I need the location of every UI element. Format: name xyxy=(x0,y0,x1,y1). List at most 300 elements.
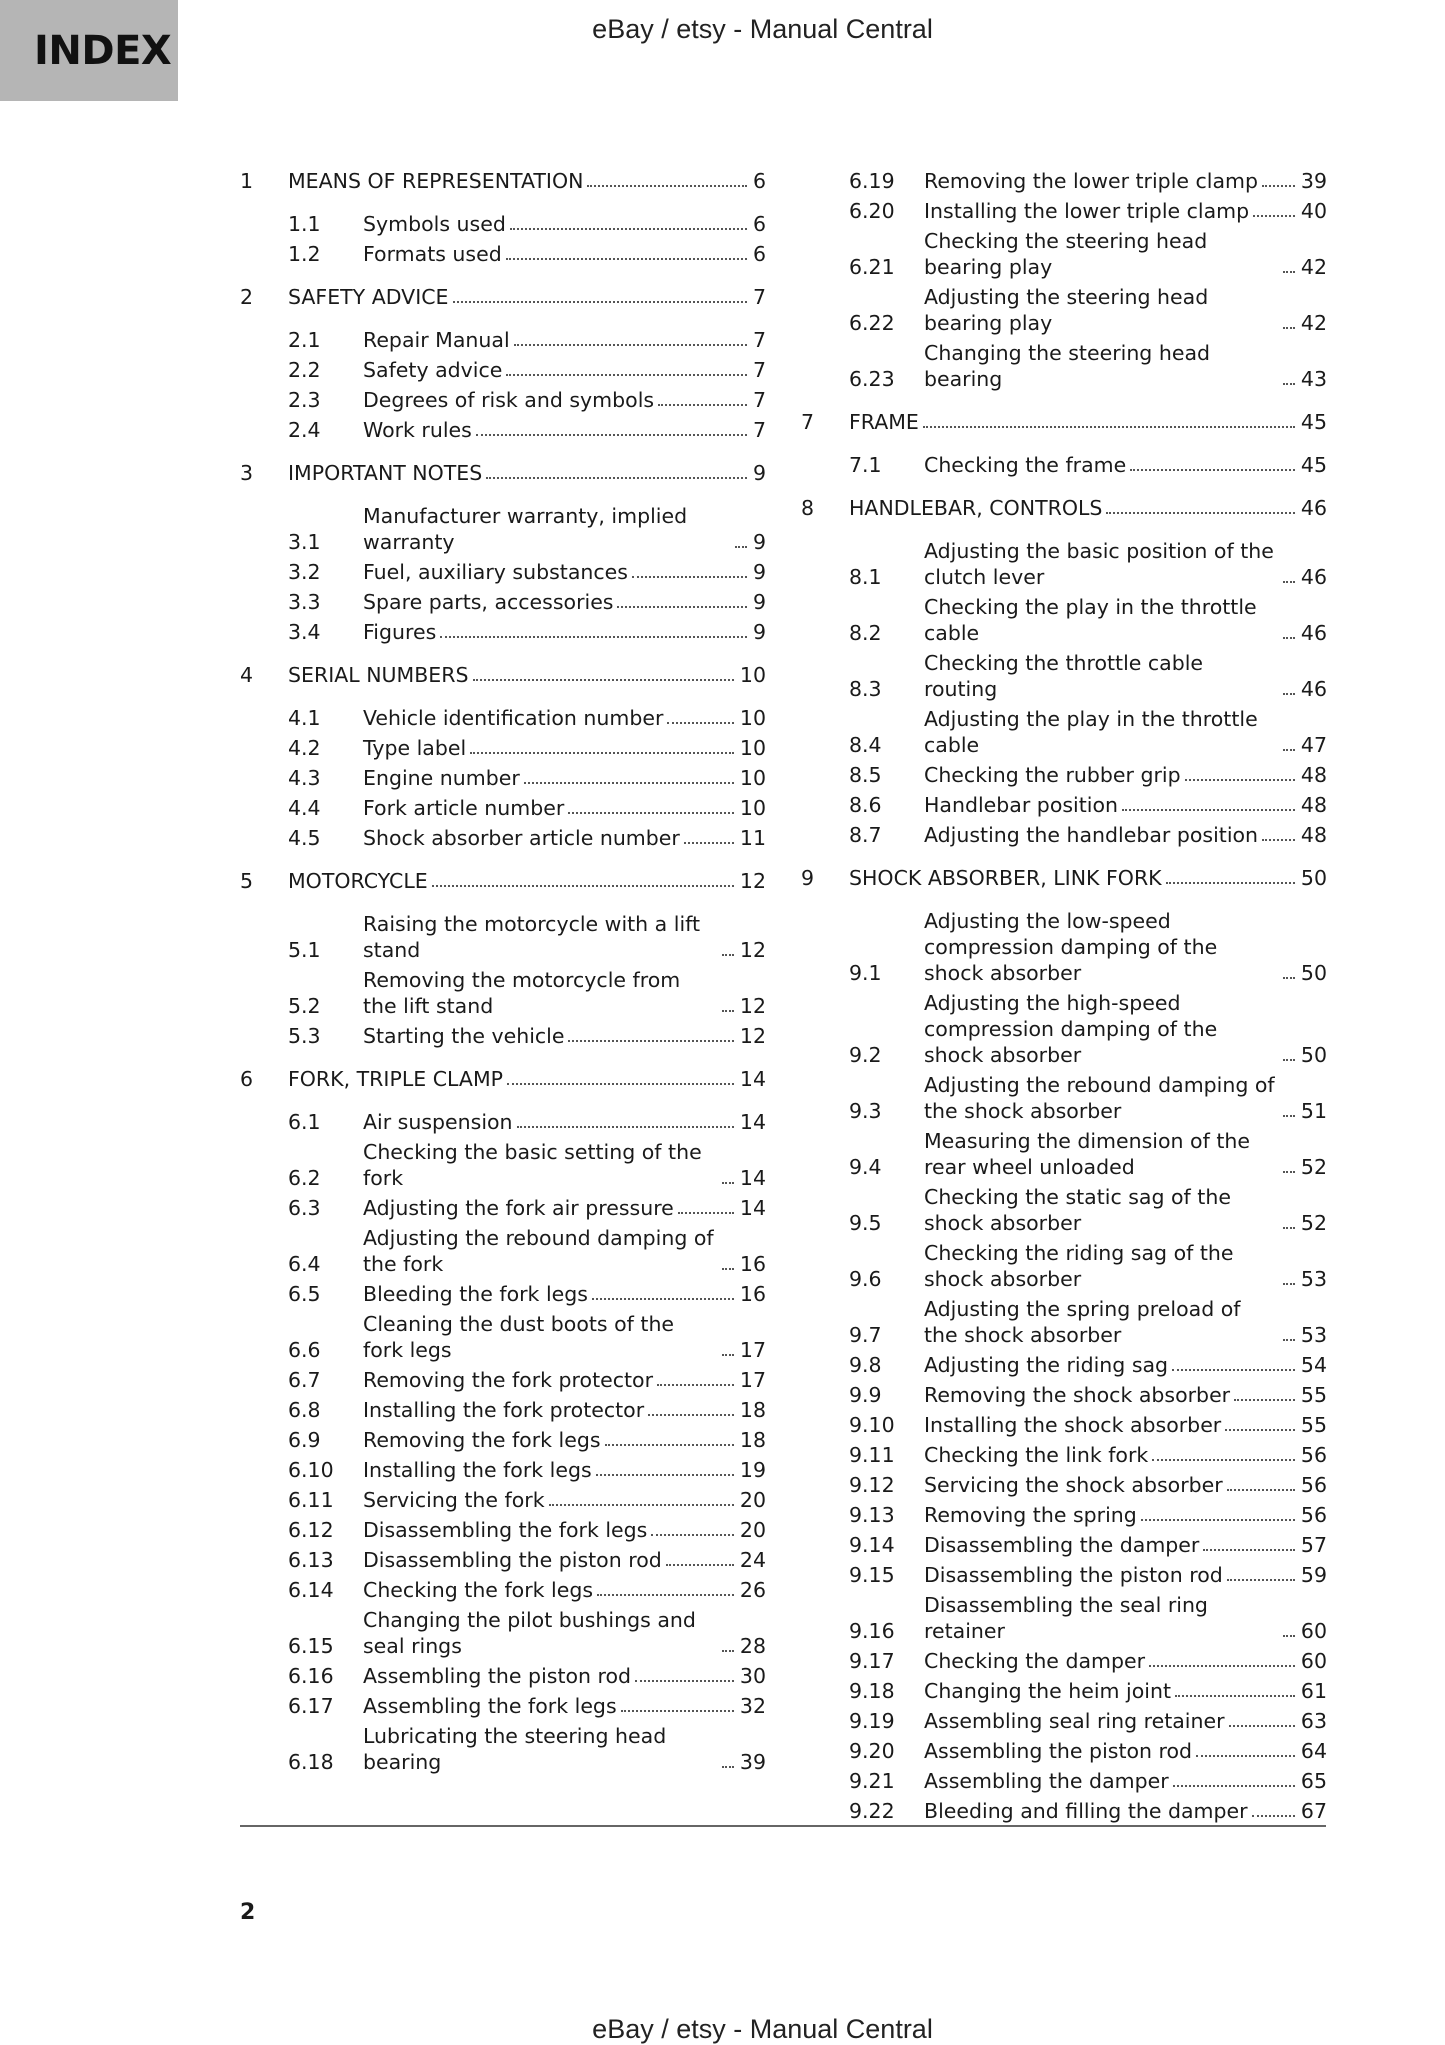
toc-entry[interactable] xyxy=(240,327,766,353)
toc-entry-title: Checking the play in the throttle cable xyxy=(924,595,1257,645)
toc-entry-number: 3 xyxy=(240,461,254,485)
toc-entry-page: 26 xyxy=(739,1578,766,1602)
toc-entry-number: 2.1 xyxy=(288,328,321,352)
toc-entry[interactable] xyxy=(240,735,766,761)
toc-entry-page: 6 xyxy=(752,242,766,266)
dot-leader xyxy=(617,606,746,608)
toc-entry-number: 9.16 xyxy=(849,1619,895,1643)
toc-entry[interactable] xyxy=(801,1072,1327,1124)
dot-leader xyxy=(735,546,747,548)
dot-leader xyxy=(1283,1171,1295,1173)
toc-entry[interactable] xyxy=(240,1023,766,1049)
toc-entry[interactable] xyxy=(240,1663,766,1689)
page-footer: eBay / etsy - Manual Central xyxy=(592,2014,933,2044)
toc-entry-title: Installing the fork protector xyxy=(363,1398,645,1422)
toc-entry[interactable] xyxy=(240,765,766,791)
toc-entry-page: 51 xyxy=(1300,1099,1327,1123)
toc-entry-number: 6.17 xyxy=(288,1694,334,1718)
toc-entry-number: 4.1 xyxy=(288,706,321,730)
toc-entry-page: 45 xyxy=(1300,410,1327,434)
toc-entry-page: 42 xyxy=(1300,255,1327,279)
toc-entry[interactable] xyxy=(801,1678,1327,1704)
toc-entry-number: 2 xyxy=(240,285,254,309)
dot-leader xyxy=(1225,1429,1295,1431)
toc-entry-page: 48 xyxy=(1300,823,1327,847)
toc-entry[interactable] xyxy=(240,705,766,731)
dot-leader xyxy=(1283,1339,1295,1341)
toc-entry-page: 55 xyxy=(1300,1413,1327,1437)
toc-entry-number: 6.8 xyxy=(288,1398,321,1422)
toc-entry-page: 30 xyxy=(739,1664,766,1688)
toc-entry-number: 6.23 xyxy=(849,367,895,391)
toc-entry-title: Changing the steering head bearing xyxy=(924,341,1211,391)
dot-leader xyxy=(1227,1489,1295,1491)
toc-entry-title: Raising the motorcycle with a lift stand xyxy=(363,912,701,962)
toc-entry[interactable] xyxy=(240,503,766,555)
page-header: eBay / etsy - Manual Central xyxy=(592,14,933,44)
toc-entry-number: 9.15 xyxy=(849,1563,895,1587)
toc-entry[interactable] xyxy=(240,1607,766,1659)
toc-entry[interactable] xyxy=(801,284,1327,336)
toc-entry[interactable] xyxy=(801,1240,1327,1292)
toc-entry-page: 12 xyxy=(739,994,766,1018)
toc-entry-title: Checking the static sag of the shock absorber xyxy=(924,1185,1231,1235)
toc-entry-number: 6.20 xyxy=(849,199,895,223)
dot-leader xyxy=(486,477,747,479)
toc-entry-number: 9.4 xyxy=(849,1155,882,1179)
toc-chapter[interactable] xyxy=(801,409,1327,435)
dot-leader xyxy=(722,1650,734,1652)
toc-entry[interactable] xyxy=(801,1708,1327,1734)
toc-entry-number: 5 xyxy=(240,869,254,893)
toc-entry-page: 9 xyxy=(752,560,766,584)
toc-entry-number: 4.4 xyxy=(288,796,321,820)
toc-entry-title: Installing the shock absorber xyxy=(924,1413,1222,1437)
toc-entry[interactable] xyxy=(801,990,1327,1068)
toc-entry-number: 9.6 xyxy=(849,1267,882,1291)
toc-entry-title: Symbols used xyxy=(363,212,506,236)
toc-entry[interactable] xyxy=(240,1457,766,1483)
toc-entry-title: Adjusting the rebound damping of the shock absorber xyxy=(924,1073,1275,1123)
toc-entry-title: Assembling the fork legs xyxy=(363,1694,617,1718)
toc-entry-number: 9.10 xyxy=(849,1413,895,1437)
toc-entry-number: 8.3 xyxy=(849,677,882,701)
toc-entry-title: Adjusting the low-speed compression damping of the shock absorber xyxy=(924,909,1218,985)
dot-leader xyxy=(506,374,747,376)
dot-leader xyxy=(592,1298,734,1300)
toc-entry[interactable] xyxy=(240,1311,766,1363)
dot-leader xyxy=(678,1212,734,1214)
toc-entry[interactable] xyxy=(240,417,766,443)
toc-entry-number: 6.10 xyxy=(288,1458,334,1482)
toc-entry-title: Safety advice xyxy=(363,358,503,382)
toc-entry[interactable] xyxy=(801,1592,1327,1644)
toc-entry[interactable] xyxy=(801,762,1327,788)
toc-entry-number: 9.5 xyxy=(849,1211,882,1235)
toc-entry[interactable] xyxy=(240,1225,766,1277)
dot-leader xyxy=(597,1594,734,1596)
toc-entry-page: 53 xyxy=(1300,1267,1327,1291)
toc-entry-page: 10 xyxy=(739,796,766,820)
toc-entry-number: 6.12 xyxy=(288,1518,334,1542)
toc-entry[interactable] xyxy=(801,1738,1327,1764)
toc-entry[interactable] xyxy=(801,594,1327,646)
toc-entry-page: 48 xyxy=(1300,793,1327,817)
toc-entry-number: 9.12 xyxy=(849,1473,895,1497)
toc-chapter[interactable] xyxy=(240,284,766,310)
toc-entry-number: 4.5 xyxy=(288,826,321,850)
toc-entry-number: 9.13 xyxy=(849,1503,895,1527)
dot-leader xyxy=(470,752,734,754)
toc-entry[interactable] xyxy=(240,825,766,851)
toc-entry-title: Handlebar position xyxy=(924,793,1119,817)
toc-entry-page: 48 xyxy=(1300,763,1327,787)
dot-leader xyxy=(1173,1785,1295,1787)
toc-entry-number: 6.19 xyxy=(849,169,895,193)
toc-entry-title: Adjusting the spring preload of the shock absorber xyxy=(924,1297,1241,1347)
dot-leader xyxy=(722,1268,734,1270)
toc-entry-title: Bleeding and filling the damper xyxy=(924,1799,1248,1823)
dot-leader xyxy=(549,1504,734,1506)
toc-entry[interactable] xyxy=(240,795,766,821)
dot-leader xyxy=(1283,1059,1295,1061)
toc-entry[interactable] xyxy=(240,559,766,585)
dot-leader xyxy=(506,258,747,260)
dot-leader xyxy=(722,954,734,956)
dot-leader xyxy=(510,228,747,230)
toc-entry[interactable] xyxy=(240,387,766,413)
toc-entry[interactable] xyxy=(240,967,766,1019)
dot-leader xyxy=(651,1534,734,1536)
toc-entry-page: 14 xyxy=(739,1067,766,1091)
toc-entry[interactable] xyxy=(240,1547,766,1573)
dot-leader xyxy=(1203,1549,1295,1551)
dot-leader xyxy=(722,1766,734,1768)
toc-entry[interactable] xyxy=(801,1532,1327,1558)
toc-chapter[interactable] xyxy=(240,1066,766,1092)
toc-entry[interactable] xyxy=(801,538,1327,590)
toc-entry-page: 47 xyxy=(1300,733,1327,757)
toc-entry-page: 24 xyxy=(739,1548,766,1572)
toc-entry[interactable] xyxy=(801,650,1327,702)
toc-entry-number: 9.19 xyxy=(849,1709,895,1733)
toc-entry[interactable] xyxy=(240,1281,766,1307)
toc-entry[interactable] xyxy=(240,1693,766,1719)
toc-entry-number: 8.4 xyxy=(849,733,882,757)
toc-entry-number: 5.3 xyxy=(288,1024,321,1048)
toc-entry-number: 6.14 xyxy=(288,1578,334,1602)
toc-entry[interactable] xyxy=(240,211,766,237)
toc-entry[interactable] xyxy=(801,452,1327,478)
toc-entry-page: 9 xyxy=(752,461,766,485)
toc-chapter[interactable] xyxy=(801,495,1327,521)
toc-entry[interactable] xyxy=(801,792,1327,818)
toc-entry-page: 7 xyxy=(752,358,766,382)
toc-entry-number: 9.2 xyxy=(849,1043,882,1067)
toc-entry-title: Formats used xyxy=(363,242,502,266)
toc-entry-number: 9.22 xyxy=(849,1799,895,1823)
toc-entry-page: 28 xyxy=(739,1634,766,1658)
toc-entry-title: Changing the heim joint xyxy=(924,1679,1172,1703)
toc-entry-number: 1.1 xyxy=(288,212,321,236)
dot-leader xyxy=(1283,327,1295,329)
toc-entry-number: 6.7 xyxy=(288,1368,321,1392)
toc-entry-title: Air suspension xyxy=(363,1110,513,1134)
dot-leader xyxy=(1196,1755,1295,1757)
toc-entry-number: 9.18 xyxy=(849,1679,895,1703)
toc-entry[interactable] xyxy=(801,1352,1327,1378)
toc-entry-page: 46 xyxy=(1300,565,1327,589)
toc-entry[interactable] xyxy=(240,589,766,615)
footer-divider xyxy=(240,1825,1326,1827)
toc-entry-title: MOTORCYCLE xyxy=(288,869,428,893)
toc-entry-title: Checking the throttle cable routing xyxy=(924,651,1204,701)
toc-entry-number: 9.14 xyxy=(849,1533,895,1557)
dot-leader xyxy=(605,1444,734,1446)
index-tab-label: INDEX xyxy=(34,28,172,74)
dot-leader xyxy=(1283,383,1295,385)
dot-leader xyxy=(1283,271,1295,273)
toc-entry-page: 14 xyxy=(739,1196,766,1220)
toc-entry-number: 3.3 xyxy=(288,590,321,614)
toc-entry-title: Type label xyxy=(363,736,467,760)
toc-entry[interactable] xyxy=(240,1109,766,1135)
toc-entry[interactable] xyxy=(801,822,1327,848)
toc-entry-number: 6.15 xyxy=(288,1634,334,1658)
toc-entry[interactable] xyxy=(801,1768,1327,1794)
toc-entry-title: Servicing the fork xyxy=(363,1488,545,1512)
toc-entry[interactable] xyxy=(801,198,1327,224)
toc-chapter[interactable] xyxy=(240,168,766,194)
dot-leader xyxy=(1252,1815,1295,1817)
toc-entry[interactable] xyxy=(240,619,766,645)
toc-entry-title: Changing the pilot bushings and seal rings xyxy=(363,1608,696,1658)
toc-entry[interactable] xyxy=(240,911,766,963)
toc-entry-title: Work rules xyxy=(363,418,472,442)
toc-entry-page: 12 xyxy=(739,1024,766,1048)
toc-entry-page: 17 xyxy=(739,1338,766,1362)
dot-leader xyxy=(1227,1579,1295,1581)
toc-entry-page: 50 xyxy=(1300,866,1327,890)
dot-leader xyxy=(722,1010,734,1012)
toc-entry-number: 6 xyxy=(240,1067,254,1091)
toc-entry-number: 9.11 xyxy=(849,1443,895,1467)
toc-entry-page: 12 xyxy=(739,869,766,893)
toc-entry[interactable] xyxy=(240,241,766,267)
dot-leader xyxy=(1130,469,1295,471)
dot-leader xyxy=(473,679,734,681)
toc-entry-number: 9.20 xyxy=(849,1739,895,1763)
dot-leader xyxy=(667,722,733,724)
toc-entry-number: 6.1 xyxy=(288,1110,321,1134)
toc-entry-number: 6.22 xyxy=(849,311,895,335)
dot-leader xyxy=(1283,693,1295,695)
toc-entry[interactable] xyxy=(801,908,1327,986)
toc-entry-title: Removing the fork protector xyxy=(363,1368,653,1392)
toc-entry-number: 9.7 xyxy=(849,1323,882,1347)
toc-entry-page: 50 xyxy=(1300,961,1327,985)
toc-entry-page: 20 xyxy=(739,1488,766,1512)
toc-entry[interactable] xyxy=(801,706,1327,758)
toc-entry-page: 61 xyxy=(1300,1679,1327,1703)
toc-entry-number: 8.7 xyxy=(849,823,882,847)
toc-entry[interactable] xyxy=(801,1472,1327,1498)
toc-entry[interactable] xyxy=(801,1382,1327,1408)
toc-entry[interactable] xyxy=(801,1798,1327,1824)
toc-entry-title: Fork article number xyxy=(363,796,565,820)
toc-entry-number: 6.21 xyxy=(849,255,895,279)
dot-leader xyxy=(1106,512,1294,514)
toc-entry[interactable] xyxy=(801,168,1327,194)
dot-leader xyxy=(1122,809,1295,811)
toc-entry-number: 8.5 xyxy=(849,763,882,787)
dot-leader xyxy=(514,344,747,346)
toc-left-column xyxy=(240,168,766,1779)
toc-entry-number: 6.6 xyxy=(288,1338,321,1362)
toc-entry-number: 9.8 xyxy=(849,1353,882,1377)
dot-leader xyxy=(1253,215,1295,217)
toc-entry-page: 45 xyxy=(1300,453,1327,477)
toc-entry-title: Removing the lower triple clamp xyxy=(924,169,1259,193)
toc-entry-page: 56 xyxy=(1300,1503,1327,1527)
toc-entry-title: Adjusting the handlebar position xyxy=(924,823,1259,847)
toc-entry-number: 3.2 xyxy=(288,560,321,584)
toc-entry[interactable] xyxy=(801,340,1327,392)
toc-entry-number: 7.1 xyxy=(849,453,882,477)
toc-entry[interactable] xyxy=(240,1723,766,1775)
dot-leader xyxy=(507,1083,734,1085)
toc-entry-number: 6.13 xyxy=(288,1548,334,1572)
toc-entry[interactable] xyxy=(801,1128,1327,1180)
toc-entry-number: 8 xyxy=(801,496,815,520)
toc-entry-page: 7 xyxy=(752,285,766,309)
toc-entry-number: 8.2 xyxy=(849,621,882,645)
toc-entry-title: Disassembling the piston rod xyxy=(363,1548,662,1572)
toc-entry-title: Degrees of risk and symbols xyxy=(363,388,655,412)
toc-entry[interactable] xyxy=(801,1412,1327,1438)
toc-entry[interactable] xyxy=(801,1648,1327,1674)
toc-entry[interactable] xyxy=(801,1502,1327,1528)
toc-entry-number: 9 xyxy=(801,866,815,890)
dot-leader xyxy=(587,185,747,187)
toc-chapter[interactable] xyxy=(240,662,766,688)
dot-leader xyxy=(648,1414,734,1416)
toc-right-column xyxy=(801,168,1327,1828)
dot-leader xyxy=(1229,1725,1295,1727)
toc-entry-page: 20 xyxy=(739,1518,766,1542)
toc-entry-title: Checking the rubber grip xyxy=(924,763,1181,787)
toc-entry-title: MEANS OF REPRESENTATION xyxy=(288,169,584,193)
toc-entry[interactable] xyxy=(801,1442,1327,1468)
toc-entry[interactable] xyxy=(240,1427,766,1453)
toc-entry-number: 6.4 xyxy=(288,1252,321,1276)
toc-entry-number: 8.1 xyxy=(849,565,882,589)
toc-entry-number: 5.1 xyxy=(288,938,321,962)
dot-leader xyxy=(684,842,734,844)
toc-entry-page: 10 xyxy=(739,736,766,760)
toc-chapter[interactable] xyxy=(240,868,766,894)
dot-leader xyxy=(1175,1695,1295,1697)
toc-entry-number: 9.17 xyxy=(849,1649,895,1673)
toc-entry-page: 54 xyxy=(1300,1353,1327,1377)
toc-entry-page: 17 xyxy=(739,1368,766,1392)
toc-entry-page: 63 xyxy=(1300,1709,1327,1733)
toc-entry-title: Disassembling the fork legs xyxy=(363,1518,648,1542)
toc-entry-number: 1.2 xyxy=(288,242,321,266)
toc-entry-page: 18 xyxy=(739,1428,766,1452)
toc-entry-page: 50 xyxy=(1300,1043,1327,1067)
toc-entry-page: 6 xyxy=(752,169,766,193)
toc-entry[interactable] xyxy=(240,357,766,383)
toc-entry-title: Adjusting the fork air pressure xyxy=(363,1196,674,1220)
toc-entry-number: 2.3 xyxy=(288,388,321,412)
toc-entry-title: Assembling the piston rod xyxy=(363,1664,632,1688)
toc-entry-number: 5.2 xyxy=(288,994,321,1018)
toc-entry-title: Removing the fork legs xyxy=(363,1428,601,1452)
toc-entry[interactable] xyxy=(240,1397,766,1423)
dot-leader xyxy=(1172,1369,1295,1371)
toc-entry-page: 46 xyxy=(1300,621,1327,645)
dot-leader xyxy=(568,1040,733,1042)
dot-leader xyxy=(440,636,747,638)
toc-entry-number: 6.16 xyxy=(288,1664,334,1688)
toc-entry[interactable] xyxy=(801,1562,1327,1588)
toc-entry-number: 6.18 xyxy=(288,1750,334,1774)
dot-leader xyxy=(476,434,747,436)
toc-entry-title: Assembling seal ring retainer xyxy=(924,1709,1225,1733)
dot-leader xyxy=(1141,1519,1295,1521)
toc-entry-page: 7 xyxy=(752,388,766,412)
toc-entry[interactable] xyxy=(801,1184,1327,1236)
toc-entry[interactable] xyxy=(240,1487,766,1513)
toc-entry-page: 7 xyxy=(752,328,766,352)
toc-chapter[interactable] xyxy=(240,460,766,486)
dot-leader xyxy=(1283,1227,1295,1229)
toc-entry-page: 56 xyxy=(1300,1473,1327,1497)
toc-entry-page: 14 xyxy=(739,1166,766,1190)
toc-chapter[interactable] xyxy=(801,865,1327,891)
toc-entry-title: Shock absorber article number xyxy=(363,826,680,850)
toc-entry-title: Adjusting the rebound damping of the fork xyxy=(363,1226,714,1276)
toc-entry-number: 8.6 xyxy=(849,793,882,817)
toc-entry[interactable] xyxy=(240,1139,766,1191)
toc-entry-page: 60 xyxy=(1300,1649,1327,1673)
toc-entry-title: Adjusting the steering head bearing play xyxy=(924,285,1209,335)
toc-entry-title: Assembling the damper xyxy=(924,1769,1169,1793)
toc-entry-page: 9 xyxy=(752,620,766,644)
toc-entry-number: 1 xyxy=(240,169,254,193)
toc-entry-number: 9.9 xyxy=(849,1383,882,1407)
toc-entry-page: 65 xyxy=(1300,1769,1327,1793)
toc-entry-title: Assembling the piston rod xyxy=(924,1739,1193,1763)
toc-entry[interactable] xyxy=(240,1577,766,1603)
dot-leader xyxy=(1283,1283,1295,1285)
toc-entry-number: 9.1 xyxy=(849,961,882,985)
toc-entry[interactable] xyxy=(801,1296,1327,1348)
toc-entry-title: Checking the fork legs xyxy=(363,1578,594,1602)
toc-entry-title: Starting the vehicle xyxy=(363,1024,565,1048)
toc-entry-page: 16 xyxy=(739,1282,766,1306)
toc-entry[interactable] xyxy=(240,1195,766,1221)
toc-entry[interactable] xyxy=(240,1367,766,1393)
toc-entry-title: Checking the riding sag of the shock absorber xyxy=(924,1241,1234,1291)
toc-entry[interactable] xyxy=(801,228,1327,280)
toc-entry-number: 9.3 xyxy=(849,1099,882,1123)
toc-entry-number: 3.4 xyxy=(288,620,321,644)
toc-entry-page: 64 xyxy=(1300,1739,1327,1763)
toc-entry[interactable] xyxy=(240,1517,766,1543)
toc-entry-title: Disassembling the damper xyxy=(924,1533,1200,1557)
